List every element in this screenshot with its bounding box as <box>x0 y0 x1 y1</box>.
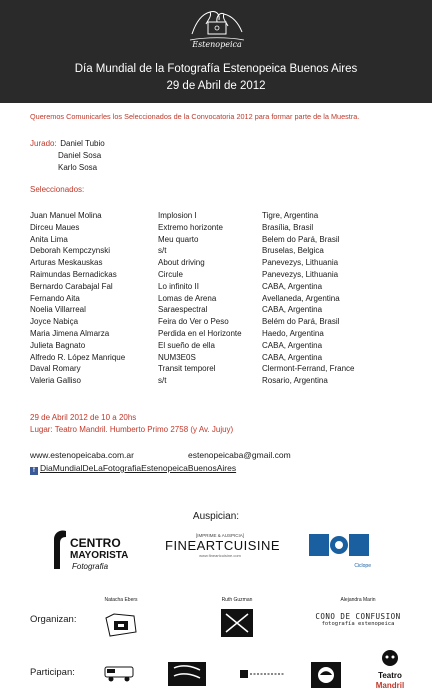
facebook-icon: f <box>30 467 38 475</box>
auspician-title: Auspician: <box>192 511 240 522</box>
selected-entry-row <box>30 210 410 222</box>
participant-logo-3 <box>240 667 284 681</box>
teatro-mandril-logo <box>372 648 408 694</box>
organizan-title: Organizan: <box>30 614 77 625</box>
centro-mayorista-logo <box>50 527 150 573</box>
entry-title: NUM3E0S <box>158 352 196 362</box>
organizer-name: Ruth Guzman <box>221 597 253 603</box>
facebook-page-name: DiaMundialDeLaFotografiaEstenopeicaBuenosAires <box>40 463 237 473</box>
hands-camera-icon <box>186 4 248 44</box>
entry-author: Deborah Kempczynski <box>30 246 111 256</box>
jurado-label: Jurado: <box>30 139 57 148</box>
email-link[interactable]: estenopeicaba@gmail.com <box>188 450 291 460</box>
jurado-section <box>30 138 105 174</box>
entry-author: Anita Lima <box>30 234 68 244</box>
header-banner <box>0 0 432 103</box>
entry-author: Joyce Nabiça <box>30 317 79 327</box>
entry-location: Bruselas, Belgica <box>262 246 324 256</box>
entry-title: Feira do Ver o Peso <box>158 317 229 327</box>
cono-de-confusion-logo <box>308 612 408 627</box>
entry-location: CABA, Argentina <box>262 305 323 315</box>
intro-text: Queremos Comunicarles los Seleccionados de la Convocatoria 2012 para formar parte de la Muestra. <box>30 112 360 121</box>
organizer-name: Alejandra Marin <box>340 597 376 603</box>
confusion-line2: fotografía estenopeica <box>321 621 395 627</box>
entry-title: Circule <box>158 269 183 279</box>
seleccionados-title: Seleccionados: <box>30 185 85 194</box>
van-logo <box>103 663 137 683</box>
ciclope-label: Ciclope <box>354 563 371 569</box>
jurado-member: Karlo Sosa <box>58 163 98 172</box>
seleccionados-table <box>30 210 410 387</box>
entry-author: Julieta Bagnato <box>30 340 86 350</box>
jurado-member: Daniel Sosa <box>58 151 102 160</box>
entry-author: Juan Manuel Molina <box>30 211 102 220</box>
fine-top: [IMPRIME & AUSPICIA] <box>195 533 244 538</box>
entry-author: Maria Jimena Almarza <box>30 328 110 338</box>
entry-location: Avellaneda, Argentina <box>262 293 340 303</box>
entry-author: Fernando Aita <box>30 293 80 303</box>
entry-location: Panevezys, Lithuania <box>262 258 339 268</box>
entry-author: Valeria Galliso <box>30 376 81 386</box>
selected-entry-row <box>30 257 410 269</box>
selected-entry-row <box>30 328 410 340</box>
natacha-ebers-logo <box>104 612 138 638</box>
entry-title: Implosion I <box>158 211 197 220</box>
entry-title: Perdida en el Horizonte <box>158 328 242 338</box>
entry-location: Belém do Pará, Brasil <box>262 317 340 327</box>
selected-entry-row <box>30 234 410 246</box>
selected-entry-row <box>30 304 410 316</box>
logo-wordmark: Estenopeica <box>192 40 242 49</box>
fineartcuisine-logo <box>165 533 281 573</box>
participant-logo-4 <box>311 662 341 688</box>
facebook-link[interactable] <box>30 463 236 475</box>
selected-entry-row <box>30 281 410 293</box>
ciclope-logo <box>307 530 371 574</box>
event-date: 29 de Abril 2012 de 10 a 20hs <box>30 413 137 422</box>
website-link[interactable]: www.estenopeicaba.com.ar <box>30 450 134 460</box>
entry-title: Meu quarto <box>158 234 199 244</box>
fine-name: FINEARTCUISINE <box>165 538 281 553</box>
entry-author: Alfredo R. López Manrique <box>30 352 126 362</box>
svg-text:Mandril: Mandril <box>375 681 405 690</box>
entry-title: About driving <box>158 258 205 268</box>
svg-text:Teatro: Teatro <box>378 671 402 680</box>
entry-title: s/t <box>158 246 167 256</box>
fine-url: www.fineartcuisine.com <box>199 553 241 558</box>
entry-location: CABA, Argentina <box>262 340 323 350</box>
entry-location: Tigre, Argentina <box>262 211 319 220</box>
participant-logo-2 <box>168 662 206 686</box>
ruth-guzman-logo <box>220 608 254 638</box>
c-shape-icon <box>54 530 66 569</box>
entry-title: Saraespectral <box>158 305 208 315</box>
organizer-name: Natacha Ebers <box>104 597 138 603</box>
entry-author: Noelia Villarreal <box>30 305 86 315</box>
entry-location: Belem do Pará, Brasil <box>262 234 340 244</box>
entry-title: Transit temporel <box>158 364 216 374</box>
entry-author: Arturas Meskauskas <box>30 258 103 268</box>
entry-author: Bernardo Carabajal Fal <box>30 281 113 291</box>
entry-location: CABA, Argentina <box>262 352 323 362</box>
entry-author: Dirceu Maues <box>30 222 80 232</box>
entry-author: Daval Romary <box>30 364 81 374</box>
selected-entry-row <box>30 222 410 234</box>
jurado-member: Daniel Tubio <box>60 139 105 148</box>
selected-entry-row <box>30 363 410 375</box>
entry-title: Extremo horizonte <box>158 222 223 232</box>
selected-entry-row <box>30 316 410 328</box>
entry-title: s/t <box>158 376 167 386</box>
entry-title: El sueño de ella <box>158 340 215 350</box>
page-date: 29 de Abril de 2012 <box>166 80 266 92</box>
page-title: Día Mundial de la Fotografía Estenopeica Buenos Aires <box>74 63 358 75</box>
entry-location: Rosario, Argentina <box>262 376 328 386</box>
event-place: Lugar: Teatro Mandril. Humberto Primo 2758 (y Av. Jujuy) <box>30 425 234 434</box>
selected-entry-row <box>30 293 410 305</box>
entry-location: CABA, Argentina <box>262 281 323 291</box>
entry-title: Lomas de Arena <box>158 293 217 303</box>
entry-author: Raimundas Bernadickas <box>30 269 117 279</box>
participan-title: Participan: <box>30 667 75 678</box>
selected-entry-row <box>30 245 410 257</box>
contact-line <box>30 450 291 460</box>
centro-line1: CENTRO <box>70 536 121 550</box>
centro-line2: MAYORISTA <box>70 550 129 561</box>
entry-location: Clermont-Ferrand, France <box>262 364 355 374</box>
entry-location: Panevezys, Lithuania <box>262 269 339 279</box>
entry-title: Lo infinito II <box>158 281 199 291</box>
selected-entry-row <box>30 352 410 364</box>
selected-entry-row <box>30 340 410 352</box>
entry-location: Haedo, Argentina <box>262 328 324 338</box>
entry-location: Brasília, Brasil <box>262 222 314 232</box>
confusion-line1: CONO DE CONFUSION <box>315 612 401 621</box>
selected-entry-row <box>30 375 410 387</box>
selected-entry-row <box>30 269 410 281</box>
estenopeica-logo <box>186 4 248 56</box>
centro-line3: Fotografia <box>72 562 109 571</box>
